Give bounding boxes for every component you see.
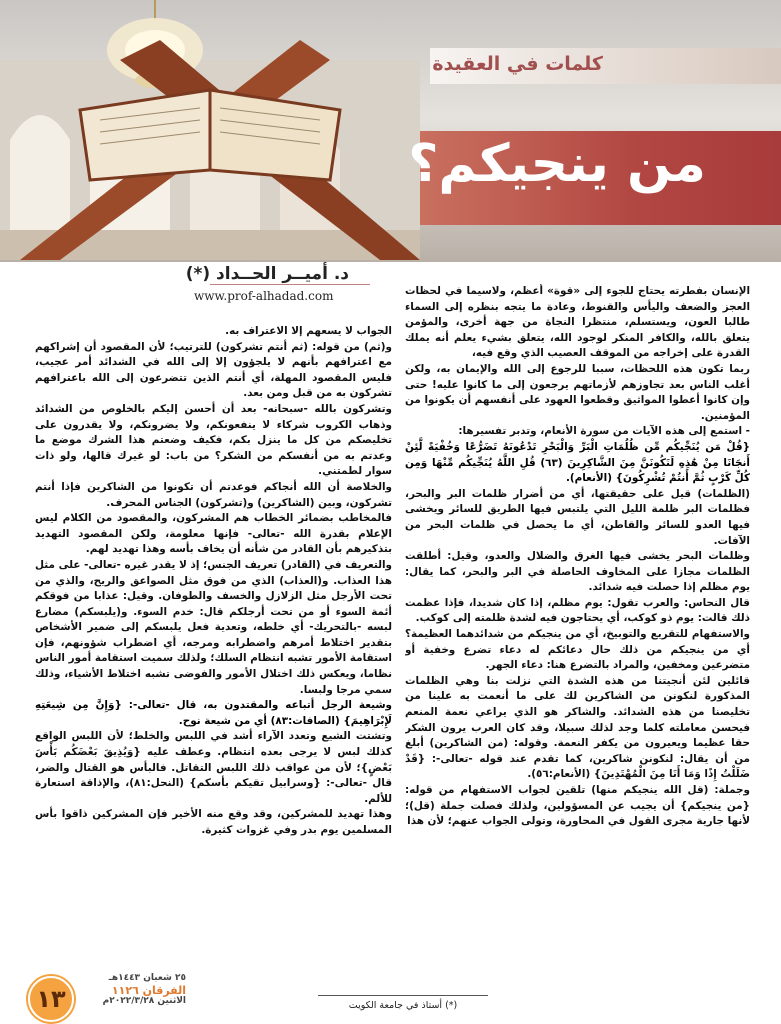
paragraph: الجواب لا يسعهم إلا الاعتراف به. <box>225 325 392 337</box>
page-number-badge: ١٣ <box>28 976 74 1022</box>
paragraph: وهذا تهديد للمشركين، وقد وقع منه الأخير فإن المشركين ذاقوا بأس المسلمين يوم بدر وفي غزوات كثيرة. <box>35 808 392 836</box>
article-title: من ينجيكم؟ <box>408 134 706 194</box>
author-name: د. أميــر الحــداد (*) <box>185 264 349 284</box>
paragraph: فالمخاطب بضمائر الخطاب هم المشركون، والمقصود من الكلام ليس الإعلام بقدرة الله -تعالى- فإنها معلومة، ولكن المقصود التهديد بتذكيرهم بأن القادر من شأنه أن يخاف بأسه وهذا تهديد لهم. <box>35 512 392 556</box>
issue-date-hijri: ٢٥ شعبان ١٤٤٣هـ <box>108 973 186 983</box>
paragraph: وظلمات البحر يخشى فيها الغرق والضلال والعدو، وقيل: أطلقت الظلمات مجازا على المخاوف الحاصلة في البر والبحر، كما يقال: يوم مظلم إذا حصلت فيه شدائد. <box>405 550 750 594</box>
footnote: (*) أستاذ في جامعة الكويت <box>348 1000 458 1011</box>
paragraph: والخلاصة أن الله أنجاكم فوعدتم أن تكونوا من الشاكرين فإذا أنتم تشركون، وبين (الشاكرين) و(تشركون) الجناس المحرف. <box>35 480 392 509</box>
paragraph: و(ثم) من قوله: (ثم أنتم تشركون) للترتيب؛ لأن المقصود أن إشراكهم مع اعترافهم بأنهم لا يلجؤون إلا إلى الله في الشدائد أمر عجيب، فليس المقصود المهلة، أي أنتم الذين تتضرعون إلى الله باعترافهم تشركون به من قبل ومن بعد. <box>35 340 392 400</box>
paragraph: وشيعة الرجل أتباعه والمقتدون به، قال -تعالى-: {وَإِنَّ مِن شِيعَتِهِ لَإِبْرَاهِيمَ} (الصافات:٨٣) أي من شيعة نوح. <box>35 699 392 727</box>
quran-verse: {قُلْ مَن يُنَجِّيكُم مِّن ظُلُمَاتِ الْبَرِّ وَالْبَحْرِ تَدْعُونَهُ تَضَرُّعًا وَخُفْيَةً لَّئِنْ أَنجَانَا مِنْ هَٰذِهِ لَنَكُونَنَّ مِنَ الشَّاكِرِينَ (٦٣) قُلِ اللَّهُ يُنَجِّيكُم مِّنْهَا وَمِن كُلِّ كَرْبٍ ثُمَّ أَنتُمْ تُشْرِكُونَ} (الأنعام). <box>405 440 750 485</box>
author-divider <box>210 284 370 285</box>
paragraph: قال النحاس: والعرب تقول: يوم مظلم، إذا كان شديدا، فإذا عظمت ذلك قالت: يوم ذو كوكب، أي يحتاجون فيه لشدة ظلمته إلى كوكب. <box>405 596 750 625</box>
paragraph: الإنسان بفطرته يحتاج للجوء إلى «قوة» أعظم، ولاسيما في لحظات العجز والضعف واليأس والقنوط، وعادة ما يتجه بنظره إلى السماء طالبا العون، ويستسلم، منتظرا النجاة من جهة أخرى، والمؤمن يتعلق بالله، والكافر المنكر لوجود الله، يتعلق بشيء يعلم أنه يملك القدرة على إخراجه من الموقف العصيب الذي وقع فيه، <box>405 285 750 360</box>
section-title: كلمات في العقيدة <box>432 53 603 75</box>
paragraph: قائلين لئن أنجيتنا من هذه الشدة التي نزلت بنا وهي الظلمات المذكورة لنكونن من الشاكرين لك على ما أنعمت به علينا من تخليصنا من هذه الشدائد. والشاكر هو الذي يراعي نعمة المنعم فيحسن معاملته كلما وجد لذلك سبيلا، وقد كان العرب يرون الشكر حقا عظيما ويعيرون من يكفر النعمة. وقوله: (من الشاكرين) أبلغ من أن يقال: لنكونن شاكرين، كما تقدم عند قوله -تعالى-: {قَدْ ضَلَلْتُ إِذًا وَمَا أَنَا مِنَ الْمُهْتَدِينَ} (الأنعام:٥٦). <box>405 674 750 781</box>
paragraph: - استمع إلى هذه الآيات من سورة الأنعام، وتدبر تفسيرها: <box>458 425 750 438</box>
issue-info <box>76 973 186 1008</box>
paragraph: والتعريف في (القادر) تعريف الجنس؛ إذ لا يقدر غيره -تعالى- على مثل هذا العذاب. و(العذاب) الذي من فوق مثل الصواعق والريح، والذي من تحت الأرجل مثل الزلازل والخسف والطوفان. وقيل: عذابا من فوقكم أئمة السوء أو من تحت أرجلكم قال: خدم السوء. و(يلبسكم) مضارع لبسه -بالتحريك- أي خلطه، وتعدية فعل يلبسكم إلى ضمير الأشخاص بتقدير اختلاط أمرهم واضطرابه ومرجه، أي اضطراب شؤونهم، فإن استقامة الأمور تشبه انتظام السلك؛ ولذلك سميت استقامة أمور الناس نظاما، ويعكس ذلك اختلال الأمور والفوضى تشبه اختلاط الأشياء، وذلك سمي مرجا ولبسا. <box>35 558 392 696</box>
article-column-left <box>35 324 392 952</box>
author-website: www.prof-alhadad.com <box>194 289 334 303</box>
footnote-divider <box>318 995 488 996</box>
paragraph: والاستفهام للتقريع والتوبيخ، أي من ينجيكم من شدائدهما العظيمة؟ أي من ينجيكم من ذلك حال دعائكم له دعاء تضرع وخفية أو متضرعين ومخفين، والمراد بالتضرع هنا: دعاء الجهر. <box>405 628 750 672</box>
paragraph: وجملة: (قل الله ينجيكم منها) تلقين لجواب الاستفهام من قوله: {من ينجيكم} أن يجيب عن المسؤولين، ولذلك فصلت جملة (قل)؛ لأنها جارية مجرى القول في المحاورة، وتولى الجواب عنهم؛ لأن هذا <box>405 784 750 828</box>
magazine-brand: الفرقان ١١٢٦ <box>111 983 186 997</box>
article-column-right <box>405 284 750 952</box>
paragraph: ربما تكون هذه اللحظات، سببا للرجوع إلى الله والإيمان به، ولكن أغلب الناس بعد تجاوزهم لأزماتهم يرجعون إلى ما كانوا عليه! حتى وإن كانوا أعطوا المواثيق وقطعوا العهود على أنفسهم أن يكونوا من المؤمنين. <box>405 362 750 422</box>
quran-stand-image <box>0 20 440 262</box>
paragraph: وتشتت الشيع وتعدد الآراء أشد في اللبس والخلط؛ لأن اللبس الواقع كذلك لبس لا يرجى بعده انتظام. وعطف عليه {وَيُذِيقَ بَعْضَكُم بَأْسَ بَعْضٍ}؛ لأن من عواقب ذلك اللبس التقاتل. فالبأس هو القتال والضر، قال -تعالى-: {وسرابيل تقيكم بأسكم} (النحل:٨١)، والإذاقة استعارة للألم. <box>35 730 392 805</box>
issue-date-gregorian: الاثنين ٢٠٢٢/٣/٢٨م <box>102 996 186 1006</box>
paragraph: وتشركون بالله -سبحانه- بعد أن أحسن إليكم بالخلوص من الشدائد وذهاب الكروب شركاء لا ينفعونكم، ولا يضرونكم، ولا يقدرون على تخليصكم من كل ما ينزل بكم، فكيف وضعتم هذا الشرك موضع ما وعدتم به من أنفسكم من الشكر؟ من باب: لو غيرك قالها، ولو ذات سوار لطمتني. <box>35 402 392 478</box>
paragraph: (الظلمات) قيل على حقيقتها، أي من أضرار ظلمات البر والبحر، فظلمات البر ظلمة الليل التي يلتبس فيها الطريق للسائر ويخشى فيها العدو للسائر والقاطن، أي ما يحصل في ظلمات البحر من الآفات. <box>405 487 750 547</box>
